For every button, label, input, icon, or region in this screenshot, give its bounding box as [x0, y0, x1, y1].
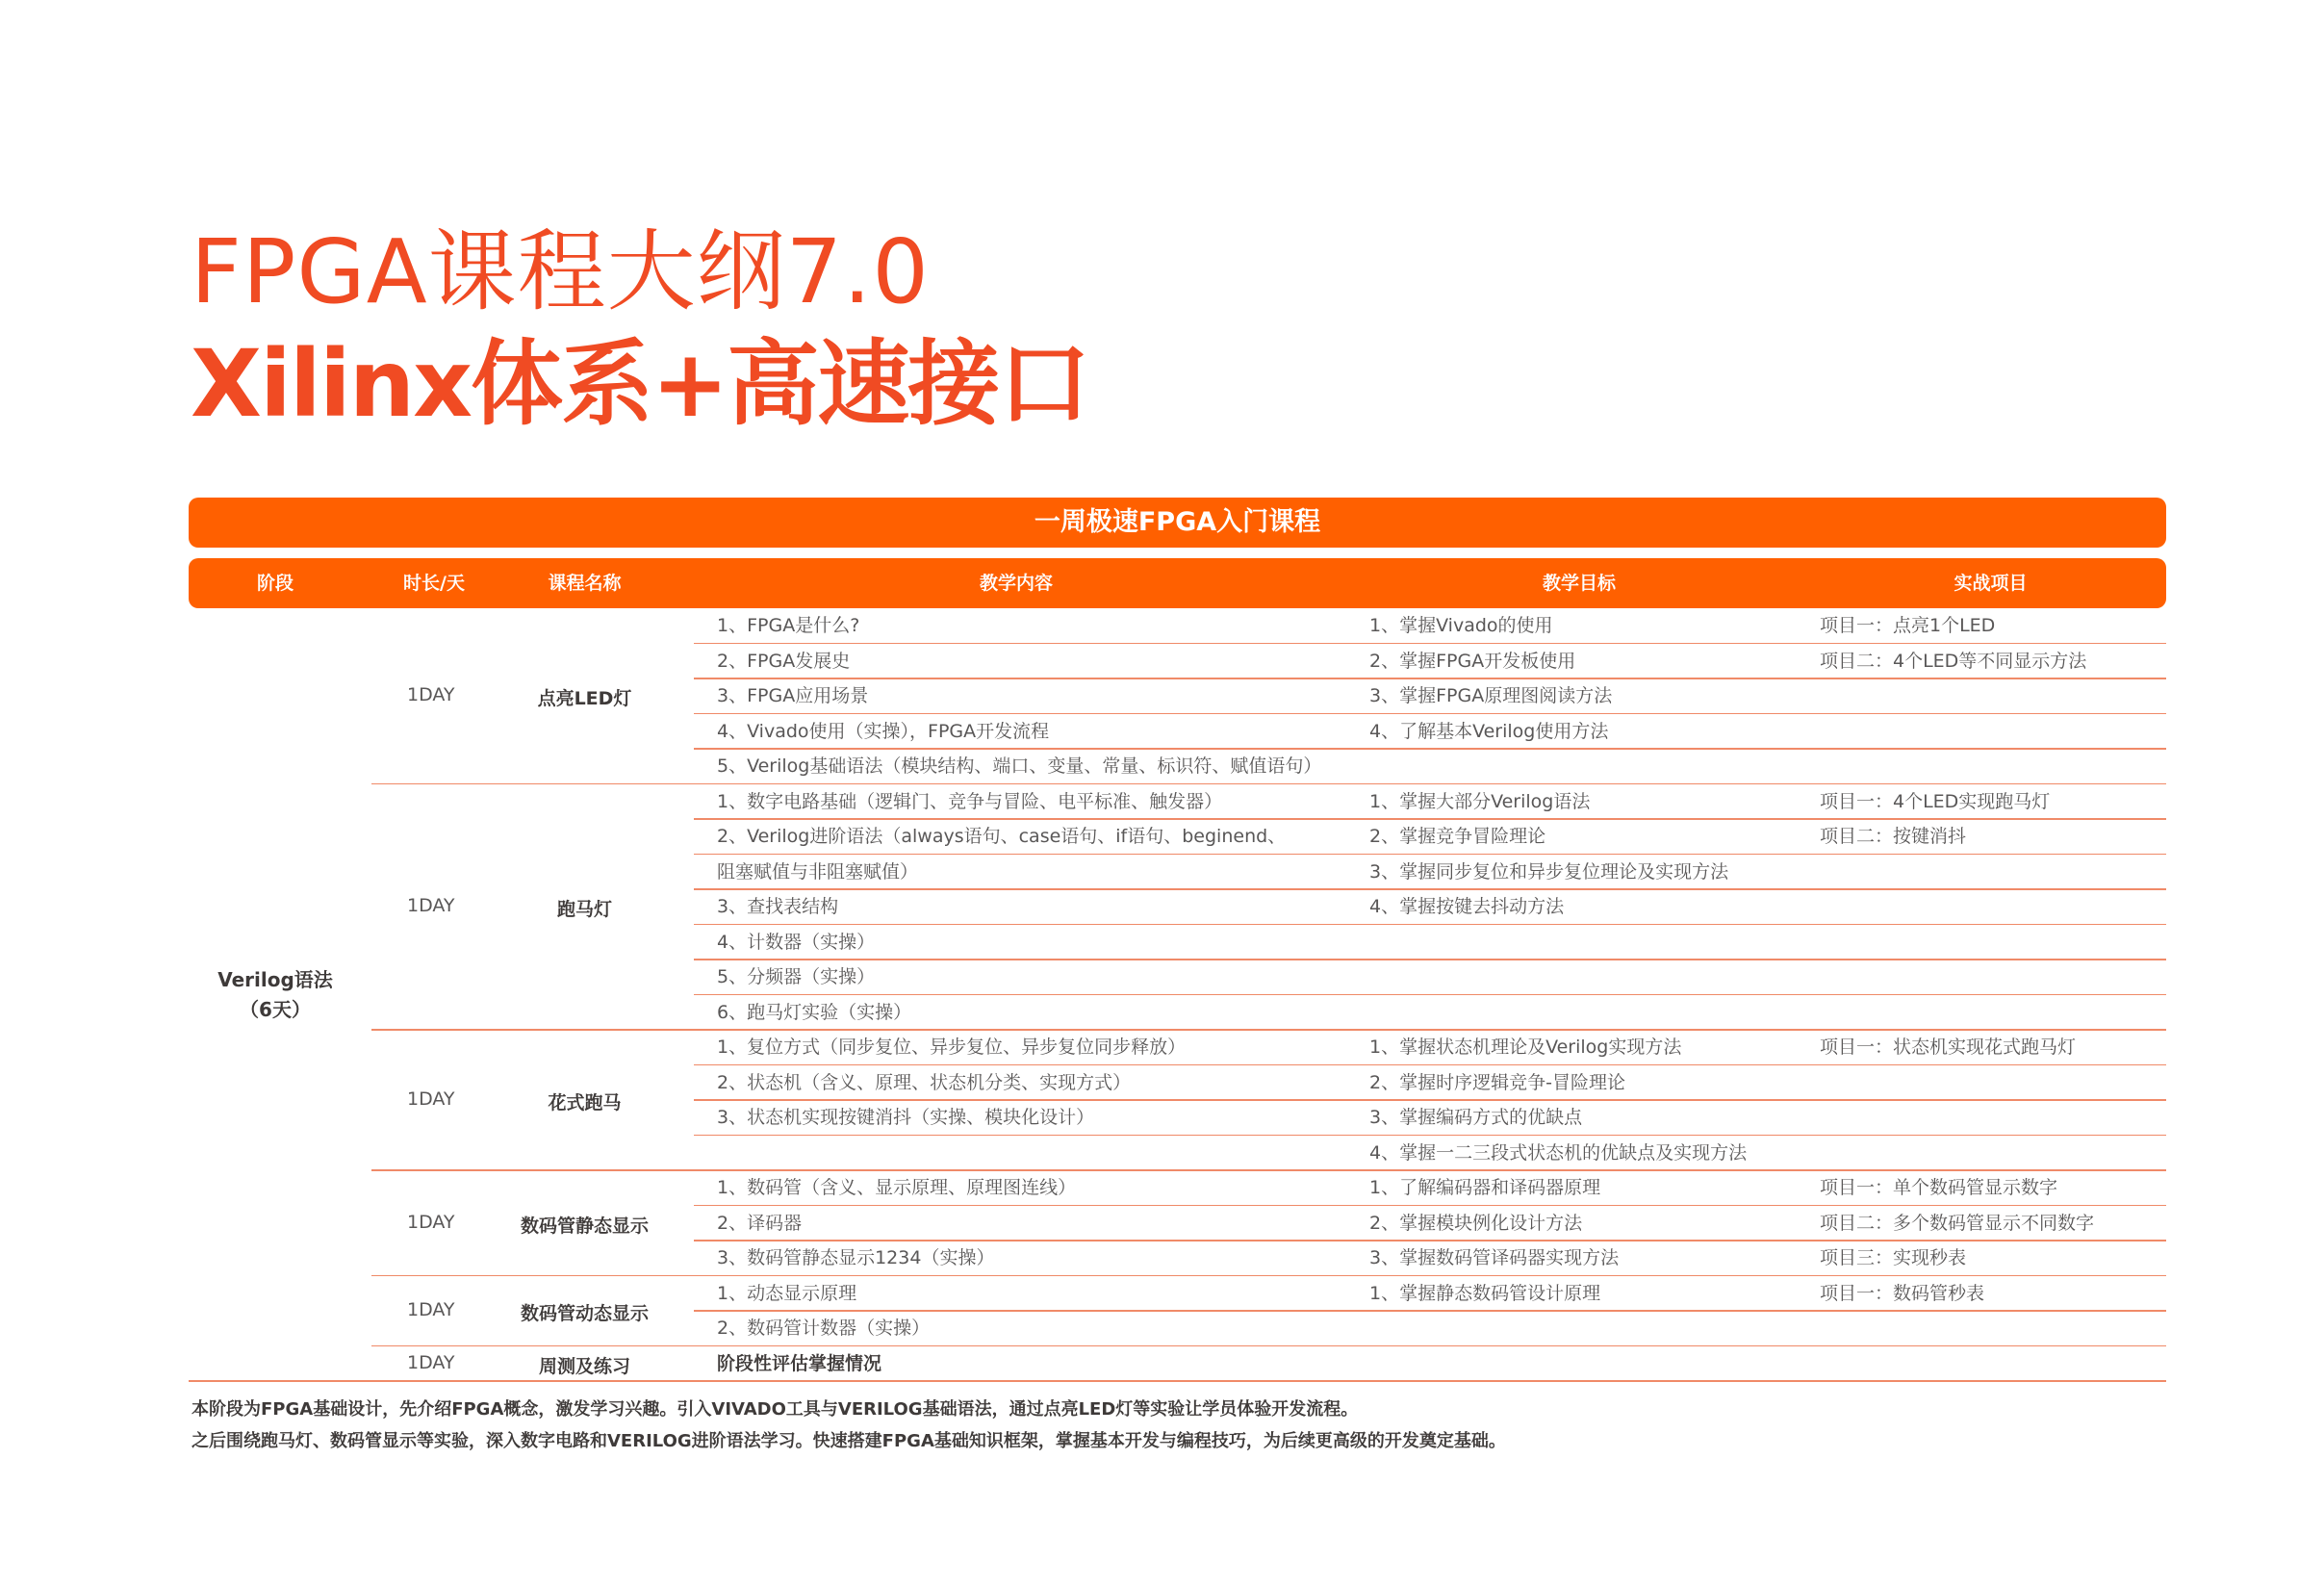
course-name-cell: 点亮LED灯	[537, 688, 632, 710]
table-row	[189, 1276, 2166, 1312]
table-row	[189, 678, 2166, 714]
table-row	[189, 855, 2166, 890]
teaching-content-cell: 阶段性评估掌握情况	[717, 1352, 882, 1374]
teaching-content-cell: 1、数字电路基础（逻辑门、竞争与冒险、电平标准、触发器）	[717, 790, 1223, 812]
practice-project-cell: 项目一：4个LED实现跑马灯	[1820, 790, 2051, 812]
course-name-cell: 花式跑马	[548, 1092, 622, 1113]
duration-cell: 1DAY	[407, 1088, 455, 1110]
col-project-header: 实战项目	[1954, 573, 2028, 594]
teaching-content-cell: 2、状态机（含义、原理、状态机分类、实现方式）	[717, 1071, 1132, 1093]
duration-cell: 1DAY	[407, 895, 455, 917]
col-content-header: 教学内容	[979, 573, 1053, 594]
teaching-content-cell: 3、查找表结构	[717, 896, 839, 917]
duration-cell: 1DAY	[407, 1299, 455, 1320]
table-row	[189, 784, 2166, 820]
group-divider	[189, 1380, 2166, 1382]
teaching-goal-cell: 1、掌握状态机理论及Verilog实现方法	[1369, 1037, 1682, 1058]
teaching-content-cell: 1、复位方式（同步复位、异步复位、异步复位同步释放）	[717, 1037, 1187, 1058]
table-row	[189, 819, 2166, 855]
course-name-cell: 数码管静态显示	[520, 1215, 649, 1237]
teaching-goal-cell: 1、了解编码器和译码器原理	[1369, 1177, 1601, 1198]
table-header	[189, 558, 2166, 608]
course-name-cell: 跑马灯	[556, 899, 612, 921]
teaching-content-cell: 阻塞赋值与非阻塞赋值）	[717, 860, 919, 883]
teaching-content-cell: 2、Verilog进阶语法（always语句、case语句、if语句、beginend、	[717, 826, 1287, 847]
footnote-line2: 之后围绕跑马灯、数码管显示等实验，深入数字电路和VERILOG进阶语法学习。快速搭建FPGA基础知识框架，掌握基本开发与编程技巧，为后续更高级的开发奠定基础。	[192, 1431, 1506, 1451]
table-row	[189, 925, 2166, 960]
teaching-content-cell: 4、计数器（实操）	[717, 931, 876, 953]
table-row	[189, 995, 2166, 1031]
stage-name: Verilog语法	[217, 967, 333, 991]
teaching-goal-cell: 4、掌握一二三段式状态机的优缺点及实现方法	[1369, 1141, 1748, 1164]
teaching-goal-cell: 2、掌握时序逻辑竞争-冒险理论	[1369, 1071, 1625, 1093]
duration-cell: 1DAY	[407, 1211, 455, 1233]
stage-duration: （6天）	[240, 997, 311, 1021]
table-row	[189, 960, 2166, 995]
course-banner: 一周极速FPGA入门课程	[189, 498, 2166, 548]
table-row	[189, 1346, 2166, 1382]
col-stage-header: 阶段	[256, 573, 294, 594]
teaching-content-cell: 3、状态机实现按键消抖（实操、模块化设计）	[717, 1107, 1095, 1128]
duration-cell: 1DAY	[407, 684, 455, 706]
teaching-goal-cell: 3、掌握FPGA原理图阅读方法	[1369, 685, 1613, 706]
practice-project-cell: 项目三：实现秒表	[1820, 1247, 1967, 1268]
table-row	[189, 714, 2166, 750]
table-row	[189, 1100, 2166, 1136]
table-row	[189, 889, 2166, 925]
practice-project-cell: 项目一：状态机实现花式跑马灯	[1820, 1037, 2077, 1058]
table-row	[189, 1136, 2166, 1171]
table-row	[189, 1241, 2166, 1276]
col-duration-header: 时长/天	[403, 573, 465, 594]
teaching-goal-cell: 2、掌握模块例化设计方法	[1369, 1212, 1583, 1234]
teaching-goal-cell: 2、掌握竞争冒险理论	[1369, 826, 1546, 847]
table-row	[189, 608, 2166, 644]
teaching-content-cell: 4、Vivado使用（实操），FPGA开发流程	[717, 720, 1050, 742]
teaching-goal-cell: 1、掌握Vivado的使用	[1369, 615, 1553, 636]
course-name-cell: 周测及练习	[538, 1355, 630, 1377]
teaching-goal-cell: 1、掌握大部分Verilog语法	[1369, 790, 1591, 812]
teaching-content-cell: 1、FPGA是什么?	[717, 615, 860, 636]
table-row	[189, 1206, 2166, 1241]
teaching-goal-cell: 3、掌握同步复位和异步复位理论及实现方法	[1369, 860, 1729, 883]
teaching-goal-cell: 1、掌握静态数码管设计原理	[1369, 1282, 1601, 1304]
teaching-goal-cell: 3、掌握数码管译码器实现方法	[1369, 1247, 1620, 1268]
teaching-goal-cell: 4、掌握按键去抖动方法	[1369, 896, 1565, 917]
teaching-content-cell: 2、数码管计数器（实操）	[717, 1318, 931, 1339]
practice-project-cell: 项目一：数码管秒表	[1820, 1282, 1985, 1304]
teaching-content-cell: 2、译码器	[717, 1212, 803, 1234]
table-row	[189, 1065, 2166, 1101]
footnote-line1: 本阶段为FPGA基础设计，先介绍FPGA概念，激发学习兴趣。引入VIVADO工具与VERILOG基础语法，通过点亮LED灯等实验让学员体验开发流程。	[192, 1399, 1359, 1420]
table-row	[189, 1311, 2166, 1346]
duration-cell: 1DAY	[407, 1351, 455, 1373]
teaching-content-cell: 5、分频器（实操）	[717, 966, 876, 987]
teaching-content-cell: 5、Verilog基础语法（模块结构、端口、变量、常量、标识符、赋值语句）	[717, 755, 1322, 777]
title-line1: FPGA课程大纲7.0	[191, 220, 930, 323]
practice-project-cell: 项目一：点亮1个LED	[1820, 615, 1996, 636]
teaching-content-cell: 3、数码管静态显示1234（实操）	[717, 1247, 995, 1268]
table-row	[189, 1170, 2166, 1206]
table-row	[189, 644, 2166, 679]
course-table	[189, 608, 2166, 1382]
teaching-goal-cell: 2、掌握FPGA开发板使用	[1369, 650, 1576, 672]
practice-project-cell: 项目二：4个LED等不同显示方法	[1820, 650, 2087, 672]
teaching-content-cell: 1、数码管（含义、显示原理、原理图连线）	[717, 1177, 1077, 1198]
practice-project-cell: 项目二：按键消抖	[1820, 826, 1967, 847]
teaching-goal-cell: 3、掌握编码方式的优缺点	[1369, 1107, 1583, 1128]
teaching-content-cell: 1、动态显示原理	[717, 1282, 857, 1304]
teaching-goal-cell: 4、了解基本Verilog使用方法	[1369, 720, 1609, 742]
col-goal-header: 教学目标	[1542, 573, 1616, 594]
course-name-cell: 数码管动态显示	[520, 1303, 649, 1324]
practice-project-cell: 项目二：多个数码管显示不同数字	[1820, 1212, 2095, 1234]
title-line2: Xilinx体系+高速接口	[191, 330, 1089, 438]
teaching-content-cell: 6、跑马灯实验（实操）	[717, 1001, 912, 1023]
teaching-content-cell: 3、FPGA应用场景	[717, 685, 869, 706]
teaching-content-cell: 2、FPGA发展史	[717, 650, 851, 672]
table-row	[189, 749, 2166, 784]
practice-project-cell: 项目一：单个数码管显示数字	[1820, 1177, 2058, 1198]
table-row	[189, 1030, 2166, 1065]
col-course-name-header: 课程名称	[548, 573, 622, 594]
